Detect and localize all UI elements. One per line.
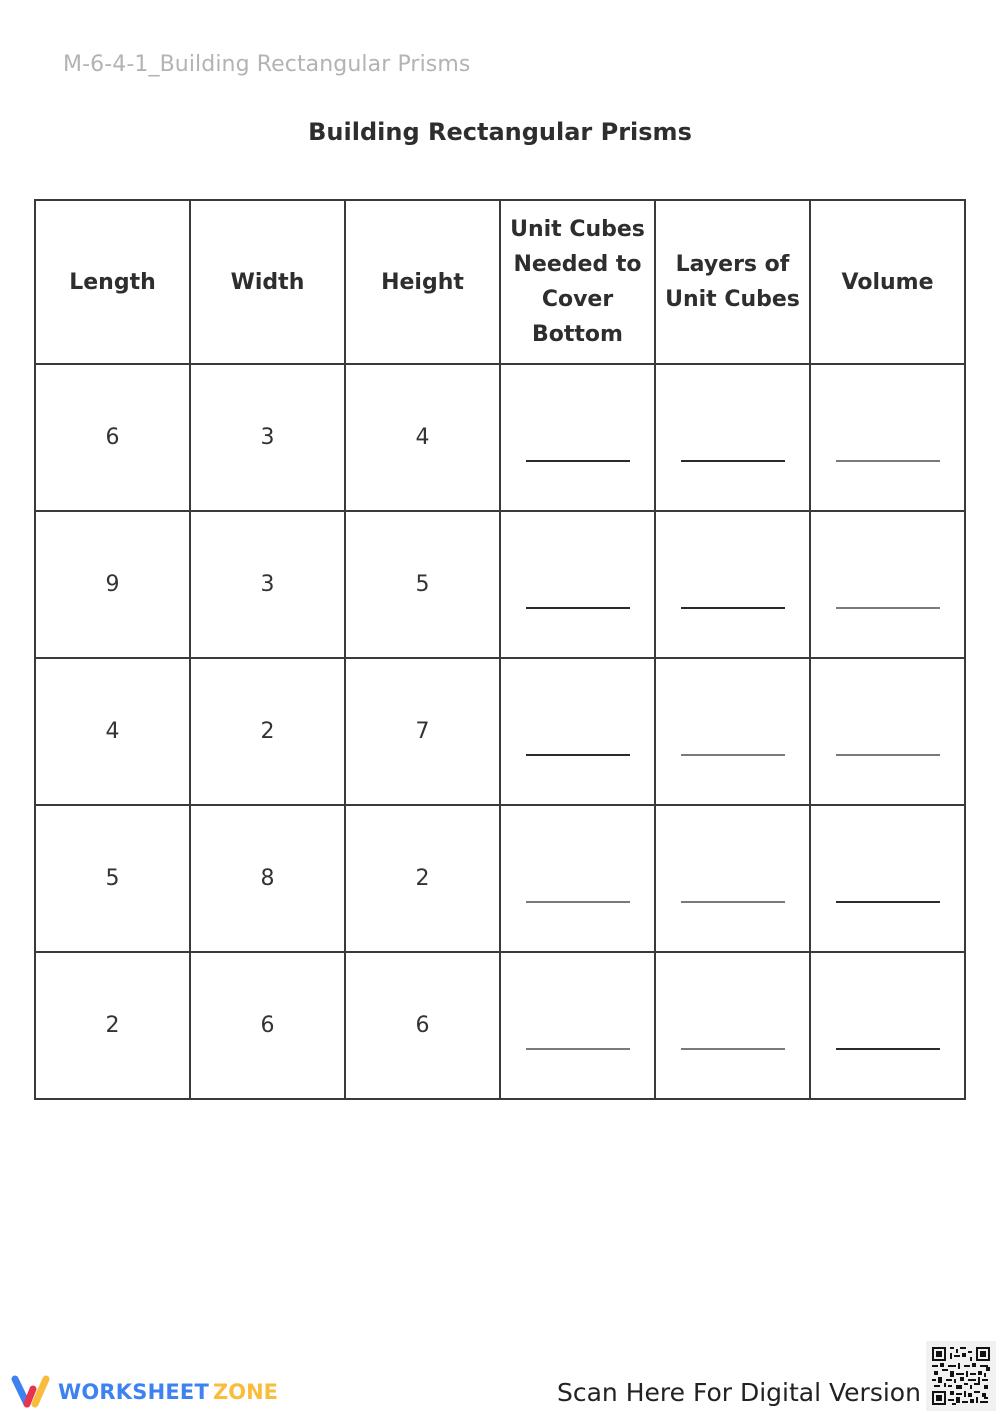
answer-blank[interactable] [526, 607, 630, 609]
cell-volume-answer[interactable] [810, 511, 965, 658]
cell-volume-answer[interactable] [810, 364, 965, 511]
cell-layers-answer[interactable] [655, 952, 810, 1099]
answer-blank[interactable] [681, 1048, 785, 1050]
answer-blank[interactable] [836, 607, 940, 609]
qr-code-icon [932, 1347, 990, 1405]
answer-blank[interactable] [836, 754, 940, 756]
cell-height: 7 [345, 658, 500, 805]
answer-blank[interactable] [836, 1048, 940, 1050]
cell-length: 2 [35, 952, 190, 1099]
cell-length: 9 [35, 511, 190, 658]
prisms-table [34, 199, 966, 1100]
column-header-cover-bottom: Unit Cubes Needed to Cover Bottom [500, 200, 655, 364]
cell-volume-answer[interactable] [810, 658, 965, 805]
answer-blank[interactable] [526, 754, 630, 756]
cell-width: 8 [190, 805, 345, 952]
brand-name-worksheet: WORKSHEET [58, 1380, 209, 1404]
cell-layers-answer[interactable] [655, 658, 810, 805]
table-header-row [35, 200, 965, 364]
cell-cover-bottom-answer[interactable] [500, 658, 655, 805]
cell-width: 3 [190, 364, 345, 511]
page-title: Building Rectangular Prisms [308, 118, 692, 146]
brand-name-zone: ZONE [212, 1380, 278, 1404]
cell-cover-bottom-answer[interactable] [500, 805, 655, 952]
cell-layers-answer[interactable] [655, 364, 810, 511]
cell-width: 2 [190, 658, 345, 805]
column-header-volume: Volume [810, 200, 965, 364]
answer-blank[interactable] [526, 901, 630, 903]
worksheetzone-logo-icon [10, 1374, 52, 1410]
cell-cover-bottom-answer[interactable] [500, 952, 655, 1099]
answer-blank[interactable] [836, 901, 940, 903]
cell-volume-answer[interactable] [810, 952, 965, 1099]
cell-volume-answer[interactable] [810, 805, 965, 952]
cell-cover-bottom-answer[interactable] [500, 364, 655, 511]
cell-length: 4 [35, 658, 190, 805]
cell-layers-answer[interactable] [655, 805, 810, 952]
document-id: M-6-4-1_Building Rectangular Prisms [63, 52, 471, 77]
answer-blank[interactable] [526, 460, 630, 462]
cell-layers-answer[interactable] [655, 511, 810, 658]
qr-code[interactable] [926, 1341, 996, 1411]
cell-length: 6 [35, 364, 190, 511]
worksheetzone-logo [10, 1374, 278, 1410]
cell-height: 2 [345, 805, 500, 952]
answer-blank[interactable] [526, 1048, 630, 1050]
column-header-length: Length [35, 200, 190, 364]
scan-instructions: Scan Here For Digital Version [557, 1378, 921, 1407]
table-row [35, 364, 965, 511]
table-row [35, 511, 965, 658]
column-header-layers: Layers of Unit Cubes [655, 200, 810, 364]
cell-width: 3 [190, 511, 345, 658]
cell-length: 5 [35, 805, 190, 952]
answer-blank[interactable] [681, 901, 785, 903]
answer-blank[interactable] [681, 607, 785, 609]
table-row [35, 805, 965, 952]
cell-width: 6 [190, 952, 345, 1099]
answer-blank[interactable] [836, 460, 940, 462]
column-header-width: Width [190, 200, 345, 364]
cell-height: 4 [345, 364, 500, 511]
table-row [35, 952, 965, 1099]
answer-blank[interactable] [681, 460, 785, 462]
cell-height: 6 [345, 952, 500, 1099]
cell-height: 5 [345, 511, 500, 658]
table-row [35, 658, 965, 805]
answer-blank[interactable] [681, 754, 785, 756]
cell-cover-bottom-answer[interactable] [500, 511, 655, 658]
column-header-height: Height [345, 200, 500, 364]
